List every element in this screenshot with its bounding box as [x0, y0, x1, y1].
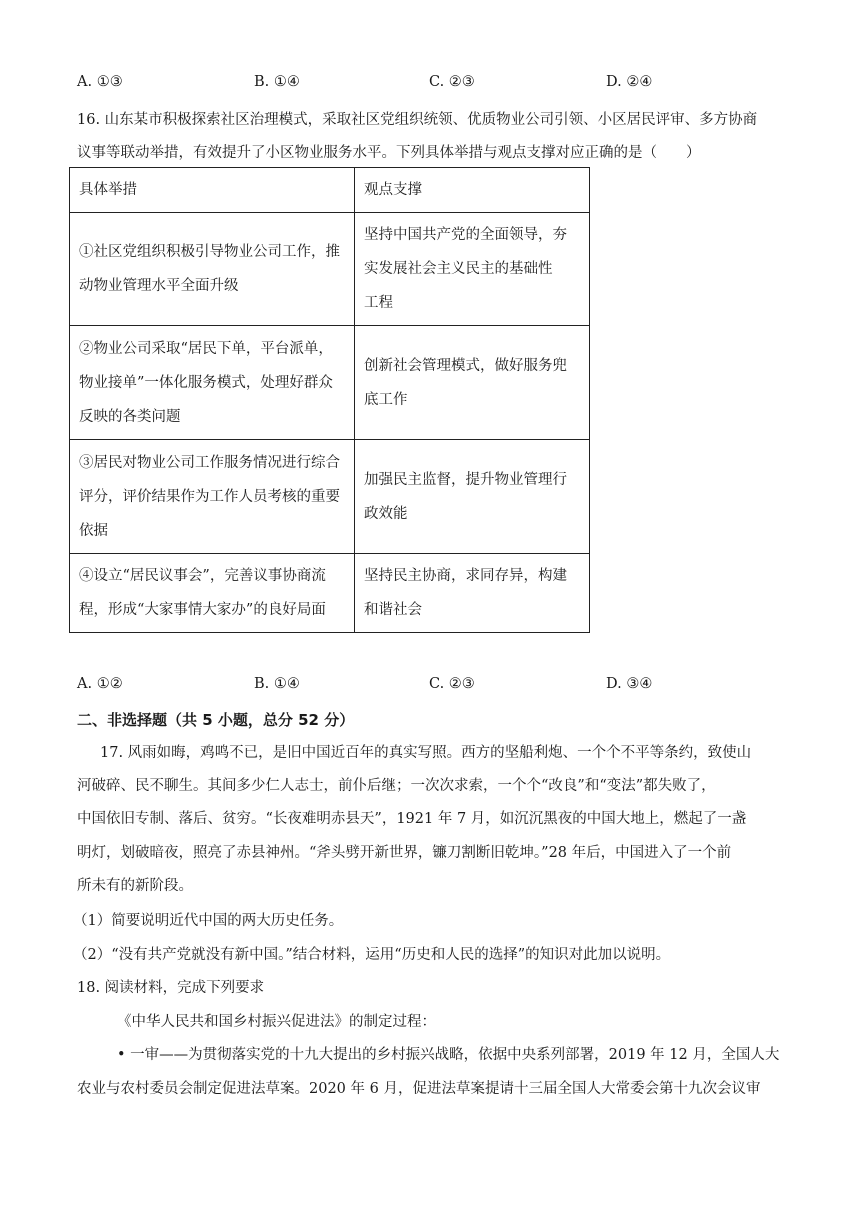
table-row — [70, 213, 590, 326]
measure-cell — [70, 554, 355, 633]
cell-line: ④设立“居民议事会”，完善议事协商流 — [79, 568, 326, 584]
cell-line: 政效能 — [363, 505, 408, 522]
q17-line-5: 所未有的新阶段。 — [77, 878, 193, 894]
measure-cell — [70, 213, 355, 326]
table-row — [70, 440, 590, 554]
q17-sub-2: （2）“没有共产党就没有新中国。”结合材料，运用“历史和人民的选择”的知识对此加以说明。 — [73, 947, 671, 963]
cell-line: 依据 — [79, 522, 108, 539]
q15-option-a: A. ①③ — [77, 74, 123, 90]
view-cell — [354, 554, 589, 633]
q18-bullet-line-1: • 一审——为贯彻落实党的十九大提出的乡村振兴战略，依据中央系列部署，2019 年 12 月，全国人大 — [117, 1047, 780, 1063]
cell-line: ②物业公司采取“居民下单，平台派单， — [79, 340, 333, 357]
q17-line-4: 明灯，划破暗夜，照亮了赤县神州。“斧头劈开新世界，镰刀割断旧乾坤。”28 年后，中国进入了一个前 — [77, 845, 732, 861]
cell-line: 和谐社会 — [363, 602, 422, 618]
q16-stem-line-2: 议事等联动举措，有效提升了小区物业服务水平。下列具体举措与观点支撑对应正确的是（ ） — [77, 145, 701, 161]
q17-line-3: 中国依旧专制、落后、贫穷。“长夜难明赤县天”，1921 年 7 月，如沉沉黑夜的中国大地上，燃起了一盏 — [77, 811, 747, 827]
q16-table — [69, 167, 590, 633]
q17-sub-1: （1）简要说明近代中国的两大历史任务。 — [73, 913, 344, 929]
cell-line: 创新社会管理模式，做好服务兜 — [363, 357, 567, 374]
view-cell — [354, 440, 589, 554]
measure-cell — [70, 326, 355, 440]
cell-line: 物业接单”一体化服务模式，处理好群众 — [79, 374, 333, 391]
table-row — [70, 326, 590, 440]
view-cell — [354, 213, 589, 326]
q16-option-a: A. ①② — [77, 676, 123, 692]
q18-stem: 18. 阅读材料，完成下列要求 — [77, 980, 265, 996]
cell-line: 程，形成“大家事情大家办”的良好局面 — [79, 602, 326, 618]
cell-line: 底工作 — [363, 391, 408, 408]
cell-line: 反映的各类问题 — [79, 408, 181, 425]
cell-line: 实发展社会主义民主的基础性 — [363, 261, 553, 277]
q18-bullet-line-2: 农业与农村委员会制定促进法草案。2020 年 6 月，促进法草案提请十三届全国人大常委会第十九次会议审 — [77, 1081, 761, 1097]
q16-option-d: D. ③④ — [606, 676, 653, 692]
q17-line-1: 17. 风雨如晦，鸡鸣不已，是旧中国近百年的真实写照。西方的坚船利炮、一个个不平等条约，致使山 — [100, 745, 752, 761]
header-measure: 具体举措 — [70, 168, 355, 213]
section-title: 二、非选择题（共 5 小题，总分 52 分） — [77, 711, 355, 729]
q17-line-2: 河破碎、民不聊生。其间多少仁人志士，前仆后继；一次次求索，一个个“改良”和“变法”都失败了， — [77, 778, 716, 794]
q15-options — [77, 74, 777, 98]
header-view: 观点支撑 — [354, 168, 589, 213]
cell-line: 动物业管理水平全面升级 — [79, 278, 239, 294]
cell-line: 坚持民主协商，求同存异，构建 — [363, 568, 567, 584]
q15-option-c: C. ②③ — [429, 74, 475, 90]
cell-line: ③居民对物业公司工作服务情况进行综合 — [79, 454, 340, 471]
measure-cell — [70, 440, 355, 554]
cell-line: 加强民主监督，提升物业管理行 — [363, 471, 567, 488]
table-row — [70, 554, 590, 633]
cell-line: 坚持中国共产党的全面领导，夯 — [363, 227, 567, 243]
q16-stem-line-1: 16. 山东某市积极探索社区治理模式，采取社区党组织统领、优质物业公司引领、小区居民评审、多方协商 — [77, 112, 758, 128]
cell-line: 工程 — [363, 295, 393, 311]
cell-line: 评分，评价结果作为工作人员考核的重要 — [79, 488, 340, 505]
q16-option-c: C. ②③ — [429, 676, 475, 692]
view-cell — [354, 326, 589, 440]
q18-material-title: 《中华人民共和国乡村振兴促进法》的制定过程： — [117, 1014, 436, 1030]
q15-option-d: D. ②④ — [606, 74, 653, 90]
q16-options — [77, 676, 777, 700]
q15-option-b: B. ①④ — [254, 74, 300, 90]
cell-line: ①社区党组织积极引导物业公司工作，推 — [79, 244, 340, 260]
q16-option-b: B. ①④ — [254, 676, 300, 692]
table-header-row — [70, 168, 590, 213]
